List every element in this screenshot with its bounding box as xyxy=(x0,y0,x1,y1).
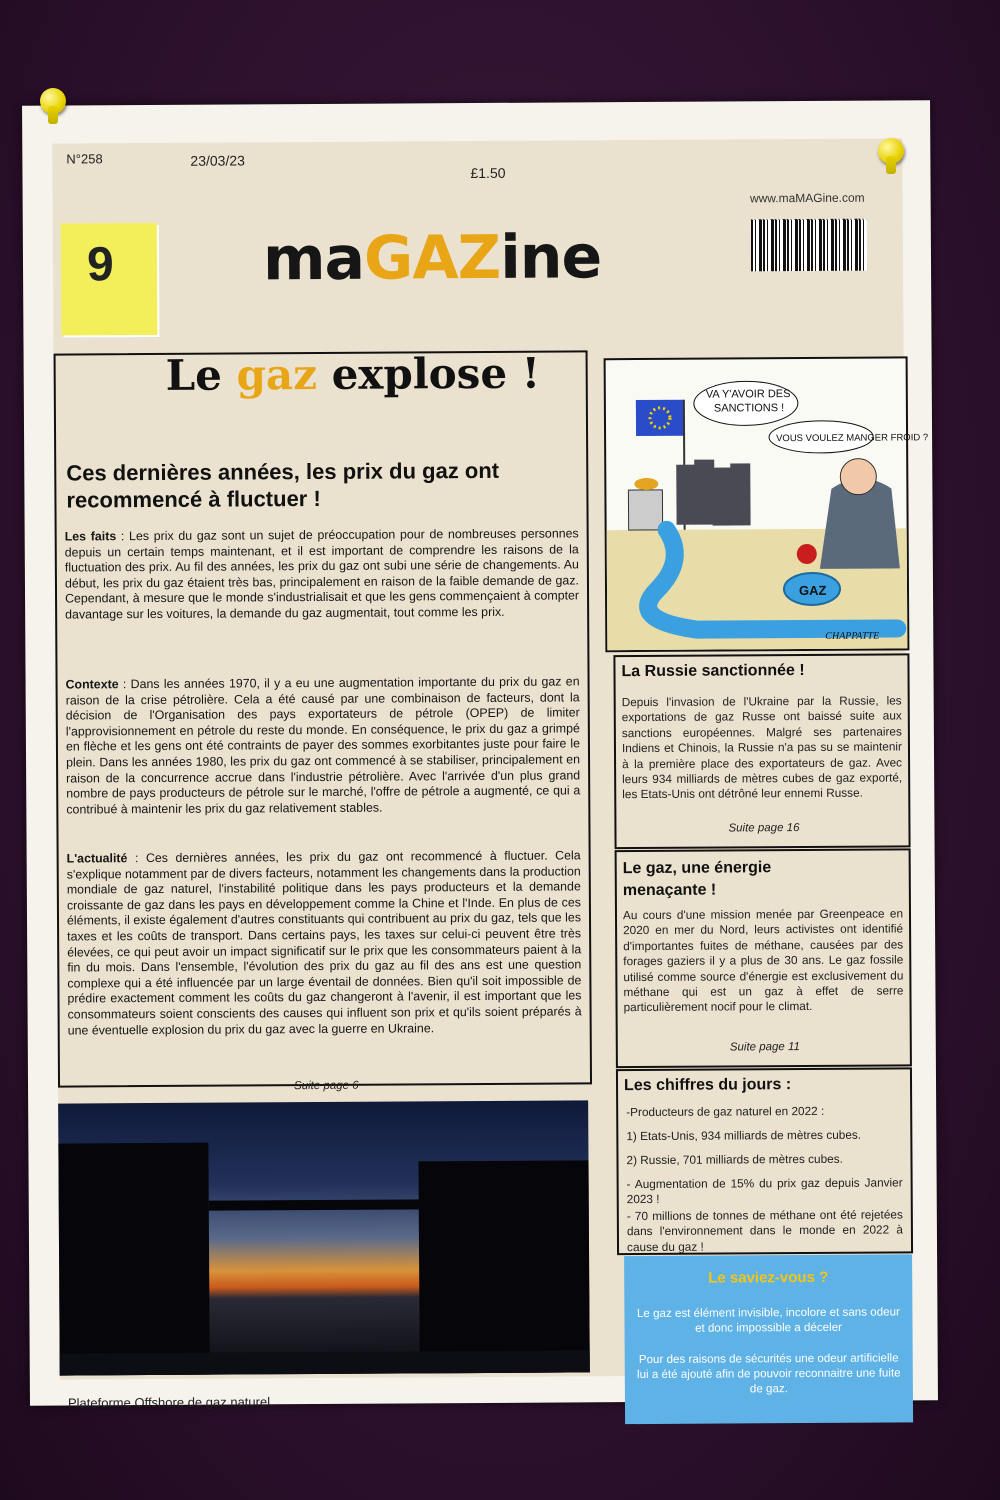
pushpin-top-left xyxy=(40,88,66,114)
issue-price: £1.50 xyxy=(470,164,506,182)
threat-title: Le gaz, une énergie menaçante ! xyxy=(622,859,772,900)
offshore-platform-photo xyxy=(58,1100,590,1375)
site-url: www.maMAGine.com xyxy=(749,190,865,206)
did-you-know-box xyxy=(624,1254,913,1424)
issue-number: N°258 xyxy=(66,151,103,167)
main-subtitle: Ces dernières années, les prix du gaz ont recommencé à fluctuer ! xyxy=(66,457,500,513)
newspaper-page xyxy=(22,100,938,1411)
russia-suite-link[interactable]: Suite page 16 xyxy=(728,822,800,835)
masthead xyxy=(53,220,903,295)
paragraph-text: : Dans les années 1970, il y a eu une augmentation importante du prix du gaz en raison de la crise pétrolière. Cela a été causé par une combinaison de facteurs, dont la décision de l'Organisation des pays exportateurs de pétrole (OPEP) de limiter l'approvisionnement en pétrole du reste du monde. En conséquence, le prix du gaz a grimpé en flèche et les gens ont été contraints de payer des sommes exorbitantes juste pour faire le plein. Dans les années 1980, les prix du gaz ont commencé à se stabiliser, principalement en raison de la concurrence accrue dans l'industrie pétrolière. Avec l'arrivée d'un plus grand nombre de pays producteurs de pétrole sur le marché, l'offre de pétrole a augmenté, ce qui a contribué à maintenir les prix du gaz relativement stables. xyxy=(65,674,581,817)
svg-text:CHAPPATTE: CHAPPATTE xyxy=(825,630,880,642)
paragraph-contexte xyxy=(66,674,581,817)
svg-text:SANCTIONS !: SANCTIONS ! xyxy=(713,402,785,415)
page-number-badge xyxy=(61,223,158,336)
figures-item: 1) Etats-Unis, 934 milliards de mètres cubes. xyxy=(626,1127,862,1144)
magazine-sheet xyxy=(52,138,929,1411)
logo-part-gaz: GAZ xyxy=(363,222,501,294)
russia-title: La Russie sanctionnée ! xyxy=(621,662,805,681)
photo-caption: Plateforme Offshore de gaz naturel xyxy=(67,1394,271,1411)
figures-item: - 70 millions de tonnes de méthane ont été rejetées dans l'environnement dans le monde en 2022 à cause du gaz ! xyxy=(626,1207,903,1254)
paragraph-label: Contexte xyxy=(65,677,119,692)
magazine-logo xyxy=(263,222,602,294)
logo-part-ma: ma xyxy=(262,223,365,295)
bubble-text-2: VOUS VOULEZ MANGER FROID ? xyxy=(776,432,929,445)
figures-title: Les chiffres du jours : xyxy=(623,1076,792,1095)
paragraph-text: : Ces dernières années, les prix du gaz ont recommencé à fluctuer. Cela s'explique notamment par de divers facteurs, notamment les changements dans la production mondiale de gaz naturel, l'instabilité politique dans les pays producteurs et la demande croissante de gaz dans les pays en développement comme la Chine et l'Inde. En plus de ces éléments, il existe également d'autres constituants qui contribuent au prix du gaz, tels que les taxes et les coûts de transport. Dans certains pays, les taxes sur celui-ci peuvent être très élevées, ce qui peut avoir un impact significatif sur le prix que les consommateurs paient à la fin du mois. Dans l'ensemble, l'évolution des prix du gaz au fil des ans est une question complexe qui a été influencée par un large éventail de données. Bien qu'il soit impossible de prédire exactement comment les coûts du gaz changeront à l'avenir, il est important que les consommateurs soient conscients des causes qui influent son prix et qu'ils soient préparés à une éventuelle explosion du prix du gaz avec la guerre en Ukraine. xyxy=(66,848,582,1038)
paragraph-label: L'actualité xyxy=(66,851,128,866)
platform-silhouette xyxy=(418,1160,589,1373)
sea-surface xyxy=(60,1350,590,1375)
headline-part3: explose ! xyxy=(316,348,541,399)
main-headline xyxy=(166,349,541,400)
headline-part2: gaz xyxy=(236,349,318,400)
threat-suite-link[interactable]: Suite page 11 xyxy=(729,1041,800,1054)
political-cartoon xyxy=(604,356,929,652)
russia-article xyxy=(613,653,910,849)
bubble-text-1: VA Y'AVOIR DES xyxy=(705,388,791,401)
cartoon-illustration xyxy=(606,358,929,650)
logo-part-ine: ine xyxy=(499,222,602,293)
threat-article xyxy=(615,848,912,1068)
did-you-know-title: Le saviez-vous ? xyxy=(708,1268,829,1287)
figures-item: - Augmentation de 15% du prix gaz depuis Janvier 2023 ! xyxy=(626,1175,903,1207)
pushpin-top-right xyxy=(878,138,904,164)
paragraph-label: Les faits xyxy=(64,529,117,544)
paragraph-faits xyxy=(65,526,580,623)
figures-item: 2) Russie, 701 milliards de mètres cubes. xyxy=(626,1151,843,1168)
pipe-label: GAZ xyxy=(798,582,827,599)
paragraph-actualite xyxy=(67,848,582,1038)
platform-bridge xyxy=(209,1199,429,1210)
platform-silhouette xyxy=(58,1143,209,1376)
did-you-know-text-2: Pour des raisons de sécurités une odeur artificielle lui a été ajouté afin de pouvoir reconnaitre une fuite de gaz. xyxy=(636,1351,901,1396)
paragraph-text: : Les prix du gaz sont un sujet de préoccupation pour de nombreuses personnes depuis un certain temps maintenant, et il est important de comprendre les raisons de la fluctuation des prix. Au fil des années, les prix du gaz ont subi une série de changements. Au début, les prix du gaz étaient très bas, principalement en raison de la faible demande de gaz. Cependant, à mesure que le monde s'industrialisait et que les gens commençaient à compter davantage sur les voitures, la demande du gaz augmentait, tout comme les prix. xyxy=(64,526,580,622)
headline-part1: Le xyxy=(165,350,237,400)
page-number: 9 xyxy=(86,238,114,292)
threat-text: Au cours d'une mission menée par Greenpeace en 2020 en mer du Nord, leurs activistes ont identifié d'importantes fuites de méthane, causées par des forages gaziers il y a plus de 30 ans. Le gaz fossile utilisé comme source d'énergie est exclusivement du méthane qui est un gaz à effet de serre particulièrement nocif pour le climat. xyxy=(622,906,904,1015)
main-suite-link[interactable]: Suite page 6 xyxy=(293,1079,359,1093)
russia-text: Depuis l'invasion de l'Ukraine par la Russie, les exportations de gaz Russe ont baissé suite aux sanctions européennes. Malgré ses partenaires Indiens et Chinois, la Russie n'a pas su se maintenir à la première place des exportateurs de gaz. Avec leurs 934 milliards de mètres cubes de gaz exporté, les Etats-Unis ont détrôné leur ennemi Russe. xyxy=(621,693,903,802)
figures-box xyxy=(616,1067,913,1255)
did-you-know-text-1: Le gaz est élément invisible, incolore et sans odeur et donc impossible a déceler xyxy=(636,1305,900,1335)
figures-item: -Producteurs de gaz naturel en 2022 : xyxy=(626,1103,825,1120)
issue-date: 23/03/23 xyxy=(190,152,245,169)
